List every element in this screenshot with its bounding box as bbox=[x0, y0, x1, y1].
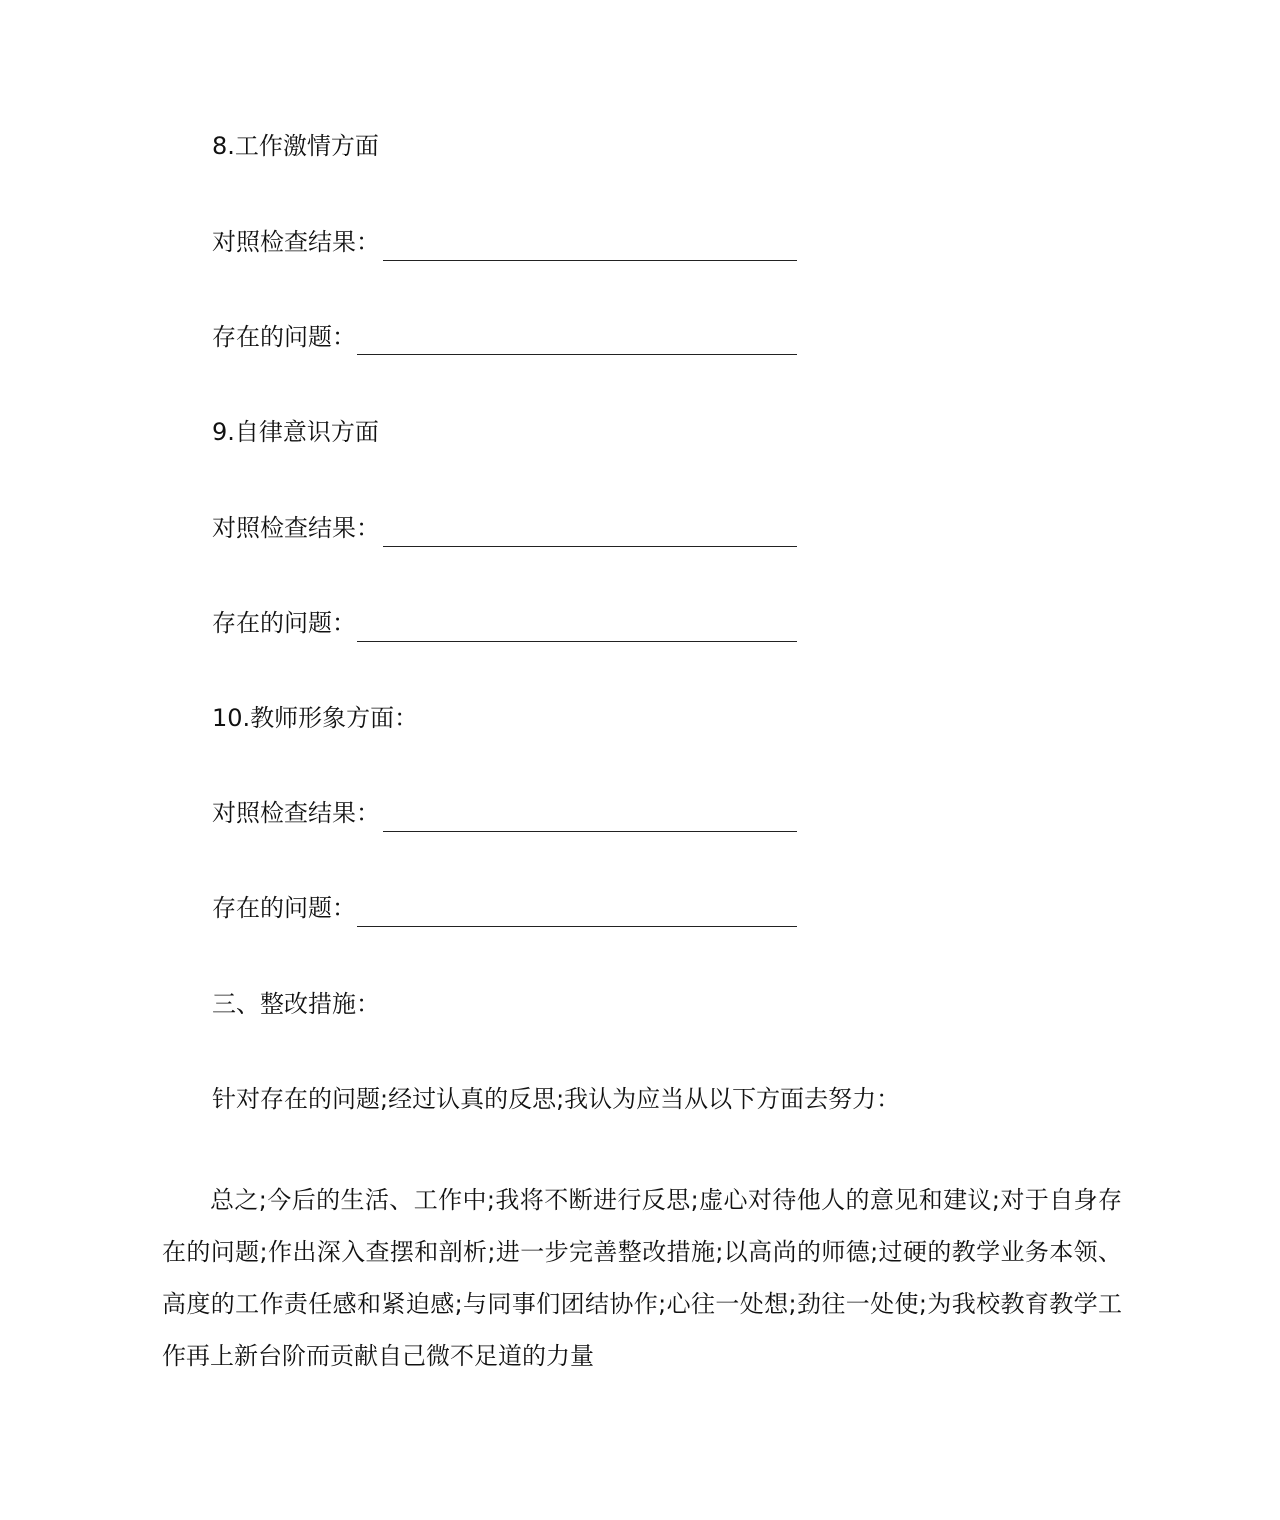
section-heading-9 bbox=[212, 417, 379, 447]
check-result-blank-line[interactable] bbox=[383, 831, 797, 832]
measures-heading-text: 三、整改措施： bbox=[212, 990, 380, 1018]
section-heading-text: 8.工作激情方面 bbox=[212, 132, 379, 160]
section-heading-10 bbox=[212, 703, 418, 733]
check-result-label: 对照检查结果： bbox=[212, 514, 380, 542]
problem-label: 存在的问题： bbox=[212, 894, 356, 922]
problem-row bbox=[212, 322, 356, 352]
check-result-row bbox=[212, 513, 380, 543]
measures-heading bbox=[212, 989, 380, 1019]
problem-label: 存在的问题： bbox=[212, 609, 356, 637]
section-heading-text: 9.自律意识方面 bbox=[212, 418, 379, 446]
check-result-blank-line[interactable] bbox=[383, 260, 797, 261]
check-result-label: 对照检查结果： bbox=[212, 799, 380, 827]
problem-row bbox=[212, 893, 356, 923]
check-result-label: 对照检查结果： bbox=[212, 228, 380, 256]
problem-blank-line[interactable] bbox=[357, 354, 797, 355]
check-result-blank-line[interactable] bbox=[383, 546, 797, 547]
conclusion-paragraph: 总之;今后的生活、工作中;我将不断进行反思;虚心对待他人的意见和建议;对于自身存在的问题;作出深入查摆和剖析;进一步完善整改措施;以高尚的师德;过硬的教学业务本领、高度的工作责任感和紧迫感;与同事们团结协作;心往一处想;劲往一处使;为我校教育教学工作再上新台阶而贡献自己微不足道的力量 bbox=[162, 1186, 1122, 1370]
check-result-row bbox=[212, 798, 380, 828]
section-heading-8 bbox=[212, 131, 379, 161]
section-heading-text: 10.教师形象方面： bbox=[212, 704, 419, 732]
check-result-row bbox=[212, 227, 380, 257]
problem-blank-line[interactable] bbox=[357, 926, 797, 927]
measures-intro bbox=[212, 1084, 900, 1114]
problem-row bbox=[212, 608, 356, 638]
problem-blank-line[interactable] bbox=[357, 641, 797, 642]
measures-intro-text: 针对存在的问题;经过认真的反思;我认为应当从以下方面去努力： bbox=[212, 1085, 901, 1113]
problem-label: 存在的问题： bbox=[212, 323, 356, 351]
